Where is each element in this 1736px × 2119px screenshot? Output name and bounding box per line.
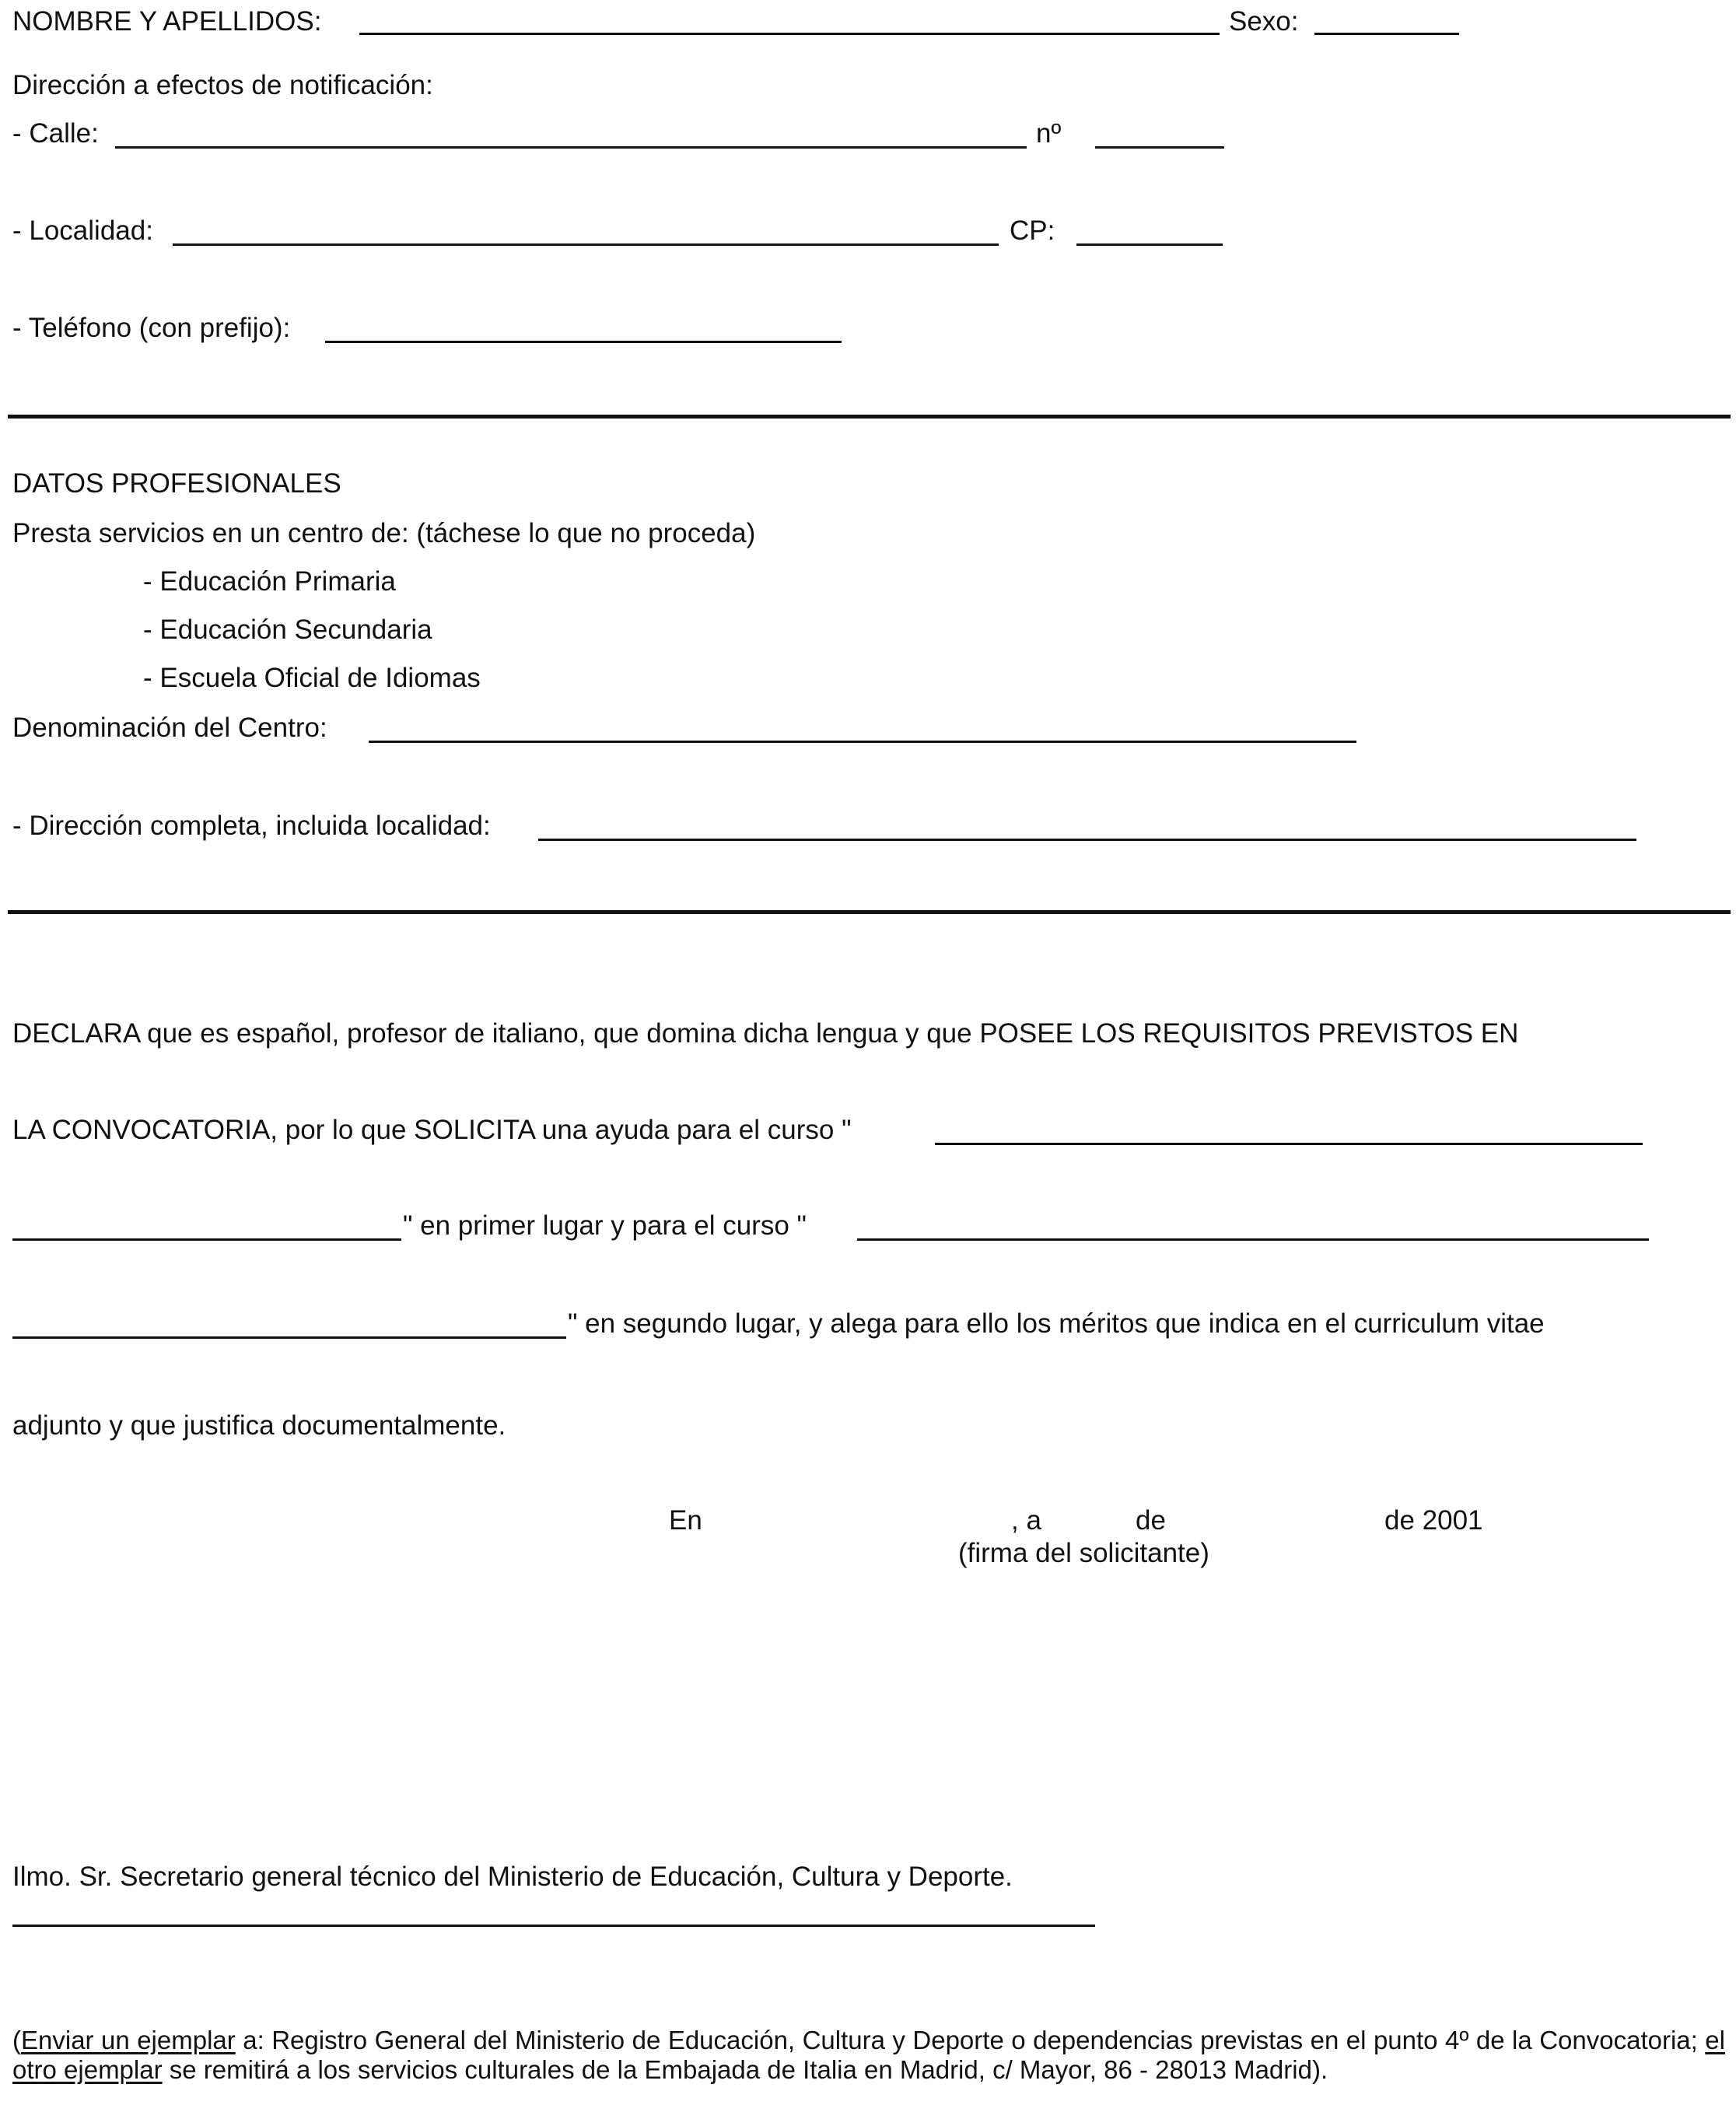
center-address-field[interactable] — [538, 839, 1636, 841]
postal-code-label: CP: — [1010, 215, 1055, 246]
signature-year: de 2001 — [1384, 1505, 1483, 1536]
section-divider-2 — [8, 910, 1731, 914]
declaration-line-4: " en segundo lugar, y alega para ello los méritos que indica en el curriculum vitae — [568, 1308, 1545, 1339]
option-primary[interactable]: - Educación Primaria — [143, 566, 396, 597]
declaration-line-3: " en primer lugar y para el curso " — [403, 1210, 807, 1241]
option-languages-school[interactable]: - Escuela Oficial de Idiomas — [143, 663, 481, 693]
locality-field[interactable] — [173, 243, 999, 246]
street-field[interactable] — [115, 146, 1027, 149]
center-name-label: Denominación del Centro: — [12, 713, 327, 743]
second-course-field-a[interactable] — [857, 1238, 1649, 1241]
addressee-underline — [12, 1925, 1095, 1927]
signature-month-prefix: de — [1136, 1505, 1166, 1536]
sex-field[interactable] — [1314, 33, 1459, 35]
declaration-line-5: adjunto y que justifica documentalmente. — [12, 1410, 506, 1441]
signature-day-prefix: , a — [1011, 1505, 1041, 1536]
first-course-field-b[interactable] — [12, 1238, 401, 1241]
option-secondary[interactable]: - Educación Secundaria — [143, 615, 432, 645]
footer-link-other-copy: el otro ejemplar — [12, 2026, 1725, 2084]
street-label: - Calle: — [12, 118, 99, 149]
footer-link-send-copy: Enviar un ejemplar — [21, 2026, 236, 2054]
center-address-label: - Dirección completa, incluida localidad: — [12, 811, 491, 841]
address-heading: Dirección a efectos de notificación: — [12, 70, 433, 100]
section-divider-1 — [8, 415, 1731, 419]
number-field[interactable] — [1095, 146, 1224, 149]
center-name-field[interactable] — [369, 741, 1356, 743]
first-course-field-a[interactable] — [935, 1143, 1643, 1145]
phone-label: - Teléfono (con prefijo): — [12, 313, 291, 343]
name-field[interactable] — [359, 33, 1220, 35]
sex-label: Sexo: — [1229, 6, 1299, 37]
professional-heading: DATOS PROFESIONALES — [12, 468, 341, 499]
signature-caption: (firma del solicitante) — [958, 1538, 1209, 1568]
locality-label: - Localidad: — [12, 215, 153, 246]
phone-field[interactable] — [325, 341, 842, 343]
postal-code-field[interactable] — [1076, 243, 1223, 246]
declaration-line-2: LA CONVOCATORIA, por lo que SOLICITA una ayuda para el curso " — [12, 1115, 852, 1145]
declaration-line-1: DECLARA que es español, profesor de italiano, que domina dicha lengua y que POSEE LOS REQUISITOS PREVISTOS EN — [12, 1018, 1519, 1049]
second-course-field-b[interactable] — [12, 1336, 566, 1339]
footer-text-1: a: Registro General del Ministerio de Educación, Cultura y Deporte o dependencias previstas en el punto 4º de la Convocatoria; — [235, 2026, 1706, 2054]
footer-note — [12, 2026, 1725, 2085]
footer-open-paren: ( — [12, 2026, 21, 2054]
name-label: NOMBRE Y APELLIDOS: — [12, 6, 322, 37]
footer-text-2: se remitirá a los servicios culturales de la Embajada de Italia en Madrid, c/ Mayor, 86 - 28013 Madrid). — [162, 2055, 1328, 2084]
signature-place-prefix: En — [669, 1505, 702, 1536]
addressee: Ilmo. Sr. Secretario general técnico del Ministerio de Educación, Cultura y Deporte. — [12, 1862, 1013, 1892]
professional-intro: Presta servicios en un centro de: (táchese lo que no proceda) — [12, 518, 756, 548]
number-label: nº — [1036, 118, 1062, 149]
